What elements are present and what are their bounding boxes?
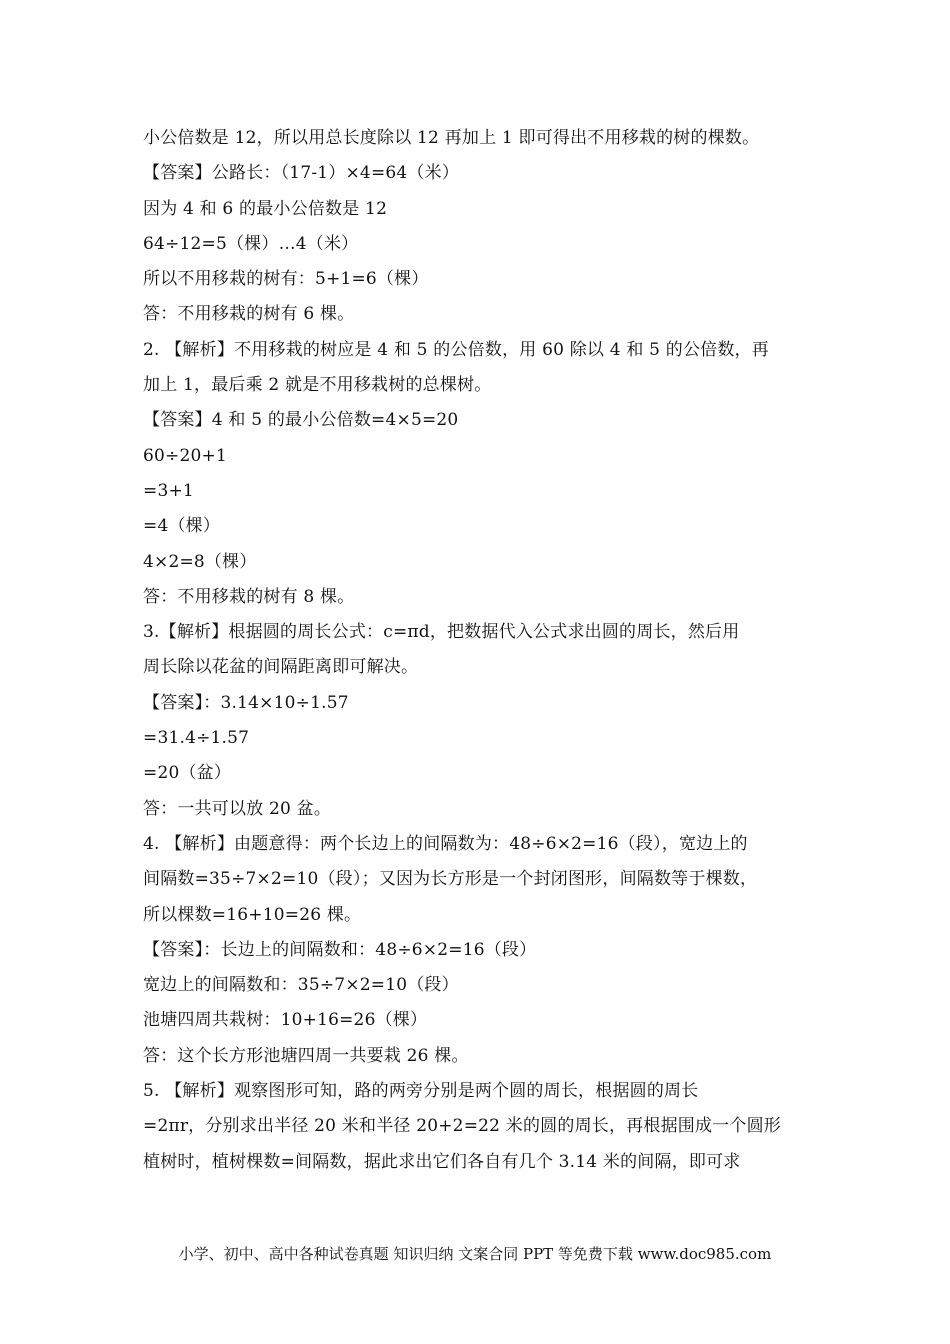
text-line: =31.4÷1.57 [143,728,250,749]
text-line: 64÷12=5（棵）…4（米） [143,233,359,254]
text-line: =3+1 [143,480,194,501]
text-line: 4. 【解析】由题意得：两个长边上的间隔数为：48÷6×2=16（段），宽边上的 [143,833,748,854]
text-line: 所以不用移栽的树有：5+1=6（棵） [143,269,429,290]
text-line: 2. 【解析】不用移栽的树应是 4 和 5 的公倍数，用 60 除以 4 和 5 的公倍数，再 [143,339,769,360]
text-line: =20（盆） [143,763,232,784]
text-line: 加上 1，最后乘 2 就是不用移栽树的总棵树。 [143,375,492,396]
page-footer: 小学、初中、高中各种试卷真题 知识归纳 文案合同 PPT 等免费下载 www.doc985.com [178,1245,772,1263]
text-line: =4（棵） [143,516,221,537]
text-line: 周长除以花盆的间隔距离即可解决。 [143,657,419,678]
text-line: 【答案】公路长：（17-1）×4=64（米） [143,163,460,184]
text-line: 答：不用移栽的树有 6 棵。 [143,304,355,325]
text-line: 宽边上的间隔数和：35÷7×2=10（段） [143,975,459,996]
text-line: 小公倍数是 12，所以用总长度除以 12 再加上 1 即可得出不用移栽的树的棵数。 [143,128,760,148]
text-line: 【答案】：长边上的间隔数和：48÷6×2=16（段） [143,939,537,960]
text-line: 3.【解析】根据圆的周长公式：c=πd，把数据代入公式求出圆的周长，然后用 [143,622,740,643]
text-line: 间隔数=35÷7×2=10（段）；又因为长方形是一个封闭图形，间隔数等于棵数， [143,869,758,890]
text-line: 所以棵数=16+10=26 棵。 [143,904,362,925]
text-line: 4×2=8（棵） [143,551,257,572]
text-line: =2πr，分别求出半径 20 米和半径 20+2=22 米的圆的周长，再根据围成一个圆形 [143,1116,781,1137]
text-line: 60÷20+1 [143,445,227,466]
text-line: 答：一共可以放 20 盆。 [143,798,332,819]
text-line: 答：这个长方形池塘四周一共要栽 26 棵。 [143,1045,469,1066]
text-line: 池塘四周共栽树：10+16=26（棵） [143,1010,428,1031]
text-line: 植树时，植树棵数=间隔数，据此求出它们各自有几个 3.14 米的间隔，即可求 [143,1151,741,1172]
document-body [143,121,813,1180]
text-line: 答：不用移栽的树有 8 棵。 [143,586,355,607]
text-line: 5. 【解析】观察图形可知，路的两旁分别是两个圆的周长，根据圆的周长 [143,1081,699,1102]
text-line: 【答案】：3.14×10÷1.57 [143,692,349,713]
text-line: 因为 4 和 6 的最小公倍数是 12 [143,198,388,219]
text-line: 【答案】4 和 5 的最小公倍数=4×5=20 [143,410,459,431]
